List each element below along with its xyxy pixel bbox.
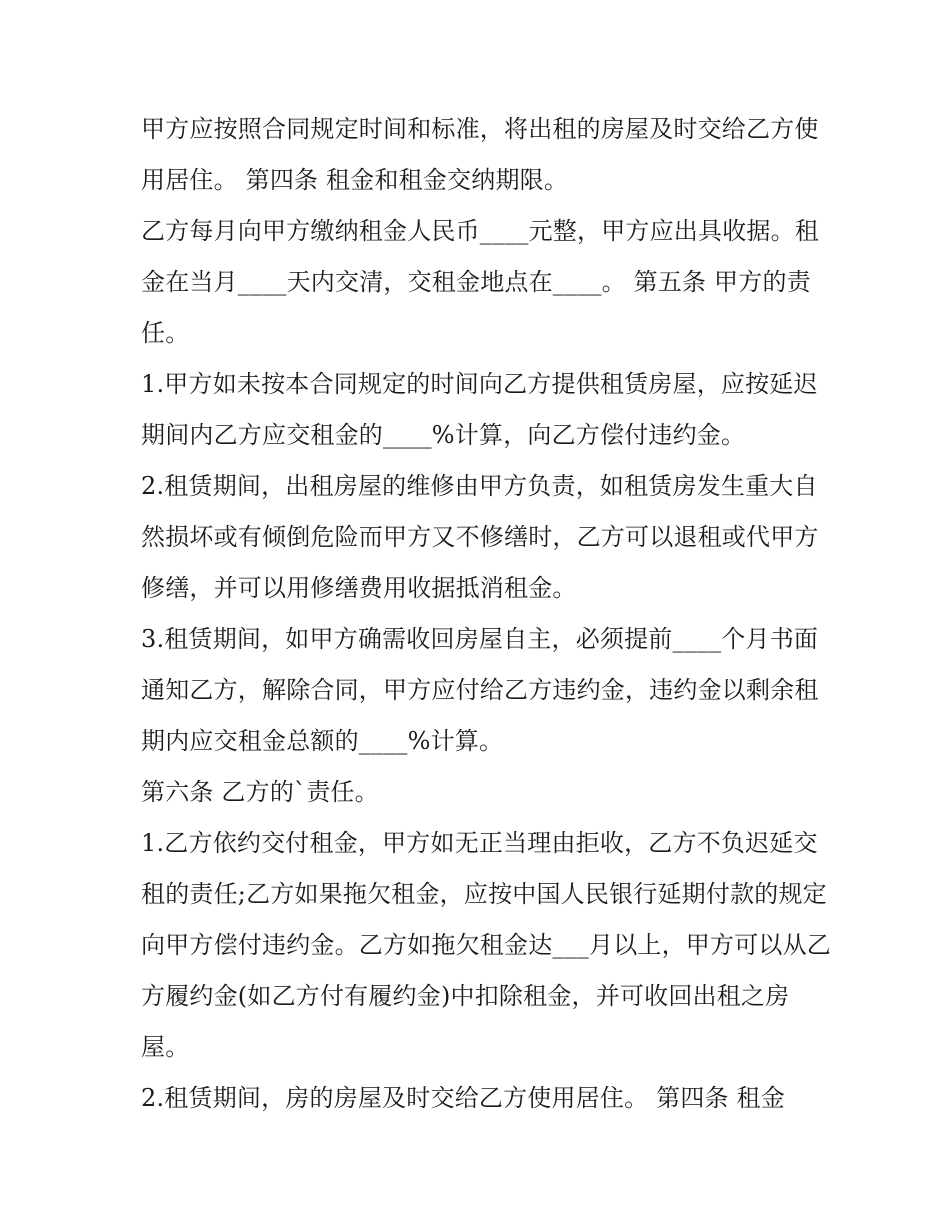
paragraph-lessor-duty-1: 1.甲方如未按本合同规定的时间向乙方提供租赁房屋，应按延迟期间内乙方应交租金的____%计算，向乙方偿付违约金。 <box>141 370 818 449</box>
contract-body <box>141 104 831 1124</box>
paragraph-rent-payment: 乙方每月向甲方缴纳租金人民币____元整，甲方应出具收据。租金在当月____天内交清，交租金地点在____。 第五条 甲方的责任。 <box>141 217 819 347</box>
paragraph-lessor-duty-2: 2.租赁期间，出租房屋的维修由甲方负责，如租赁房发生重大自然损坏或有倾倒危险而甲方又不修缮时，乙方可以退租或代甲方修缮，并可以用修缮费用收据抵消租金。 <box>141 472 819 602</box>
section-heading-article-6: 第六条 乙方的`责任。 <box>141 778 379 806</box>
paragraph-lessee-duty-1: 1.乙方依约交付租金，甲方如无正当理由拒收，乙方不负迟延交租的责任;乙方如果拖欠租金，应按中国人民银行延期付款的规定向甲方偿付违约金。乙方如拖欠租金达___月以上，甲方可以从乙方履约金(如乙方付有履约金)中扣除租金，并可收回出租之房屋。 <box>141 829 831 1061</box>
paragraph-lessor-duty-3: 3.租赁期间，如甲方确需收回房屋自主，必须提前____个月书面通知乙方，解除合同，甲方应付给乙方违约金，违约金以剩余租期内应交租金总额的____%计算。 <box>141 625 819 755</box>
paragraph-delivery: 甲方应按照合同规定时间和标准，将出租的房屋及时交给乙方使用居住。 第四条 租金和租金交纳期限。 <box>141 115 819 194</box>
paragraph-lessee-duty-2: 2.租赁期间，房的房屋及时交给乙方使用居住。 第四条 租金 <box>141 1084 785 1112</box>
